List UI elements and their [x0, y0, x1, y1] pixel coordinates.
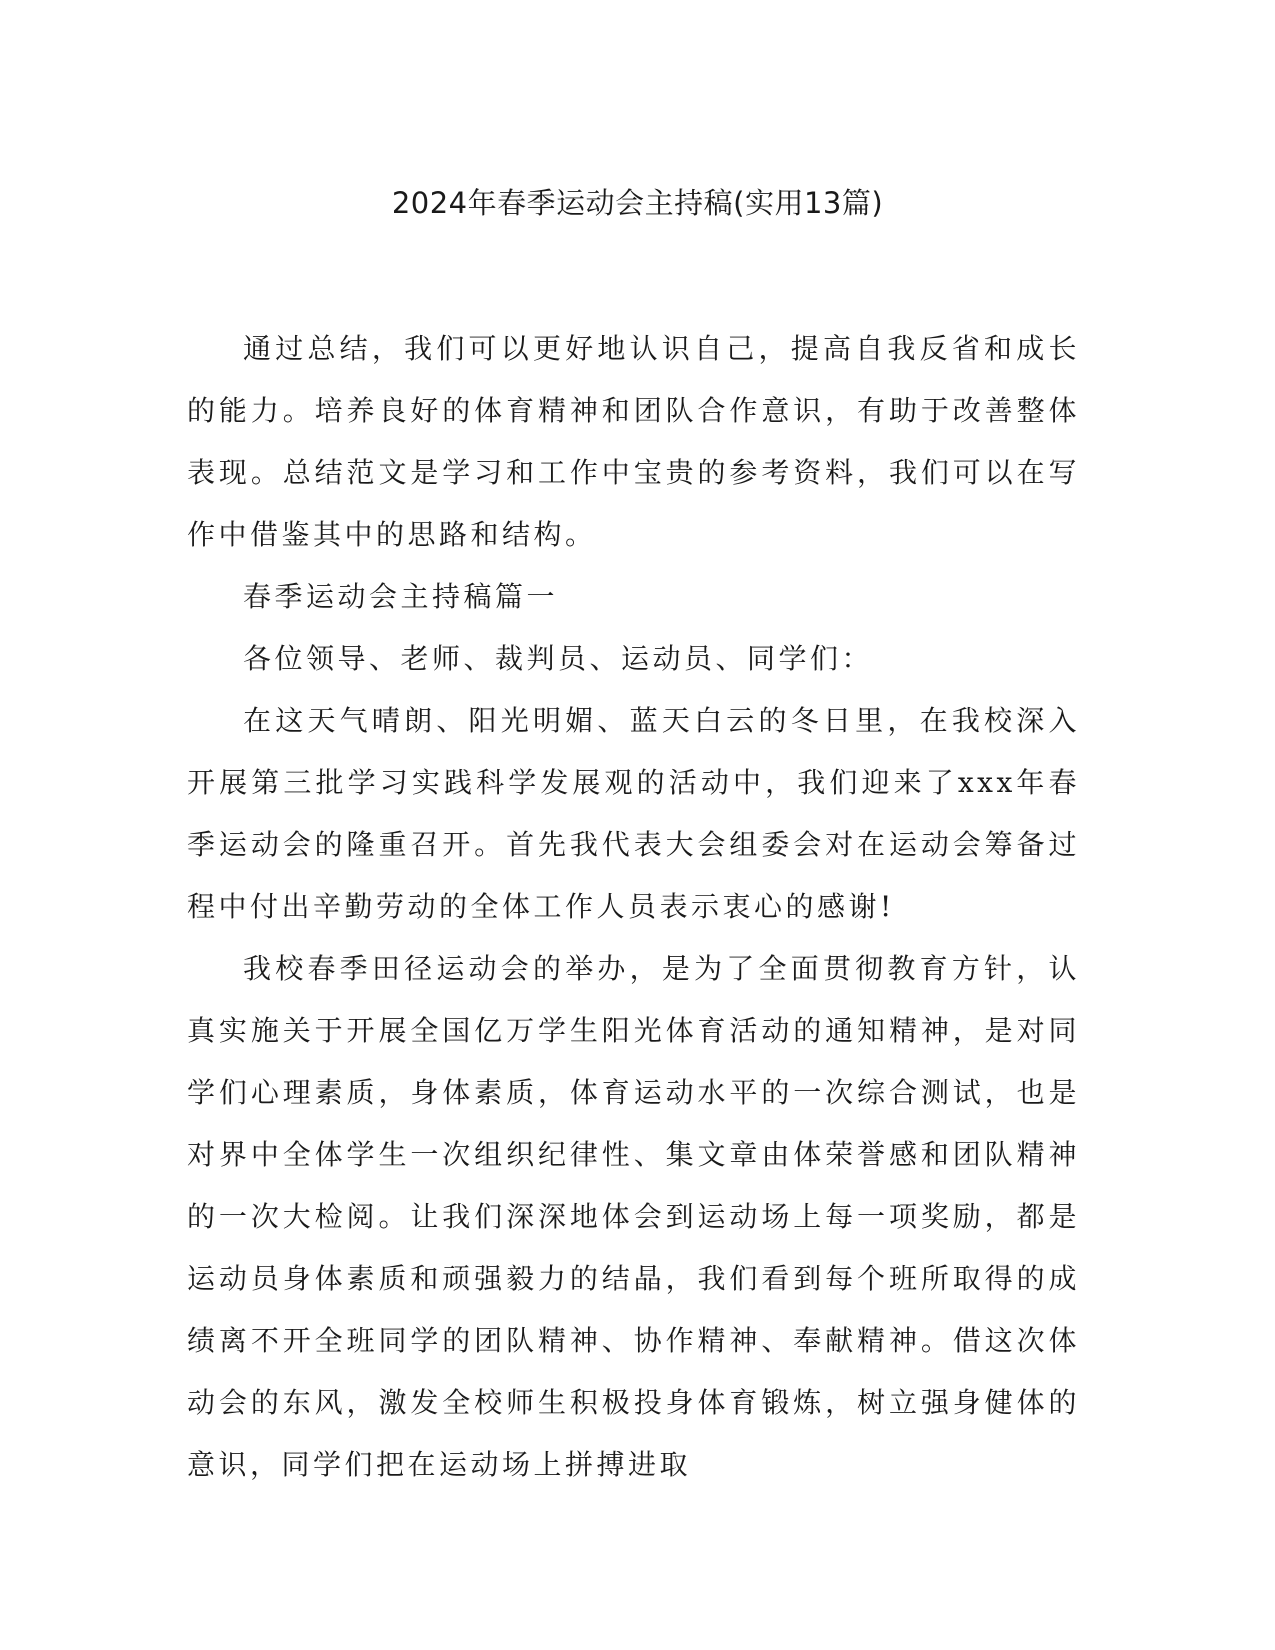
salutation: 各位领导、老师、裁判员、运动员、同学们：	[243, 642, 874, 675]
paragraph-purpose: 我校春季田径运动会的举办，是为了全面贯彻教育方针，认真实施关于开展全国亿万学生阳光体育活动的通知精神，是对同学们心理素质，身体素质，体育运动水平的一次综合测试，也是对界中全体学生一次组织纪律性、集文章由体荣誉感和团队精神的一次大检阅。让我们深深地体会到运动场上每一项奖励，都是运动员身体素质和顽强毅力的结晶，我们看到每个班所取得的成绩离不开全班同学的团队精神、协作精神、奉献精神。借这次体动会的东风，激发全校师生积极投身体育锻炼，树立强身健体的意识，同学们把在运动场上拼搏进取	[187, 952, 1080, 1481]
document-body	[187, 318, 1080, 1496]
paragraph-intro: 通过总结，我们可以更好地认识自己，提高自我反省和成长的能力。培养良好的体育精神和团队合作意识，有助于改善整体表现。总结范文是学习和工作中宝贵的参考资料，我们可以在写作中借鉴其中的思路和结构。	[187, 332, 1080, 551]
section-heading: 春季运动会主持稿篇一	[243, 580, 559, 613]
paragraph-opening: 在这天气晴朗、阳光明媚、蓝天白云的冬日里，在我校深入开展第三批学习实践科学发展观的活动中，我们迎来了xxx年春季运动会的隆重召开。首先我代表大会组委会对在运动会筹备过程中付出辛勤劳动的全体工作人员表示衷心的感谢!	[187, 704, 1080, 923]
document-title: 2024年春季运动会主持稿(实用13篇)	[391, 186, 884, 220]
